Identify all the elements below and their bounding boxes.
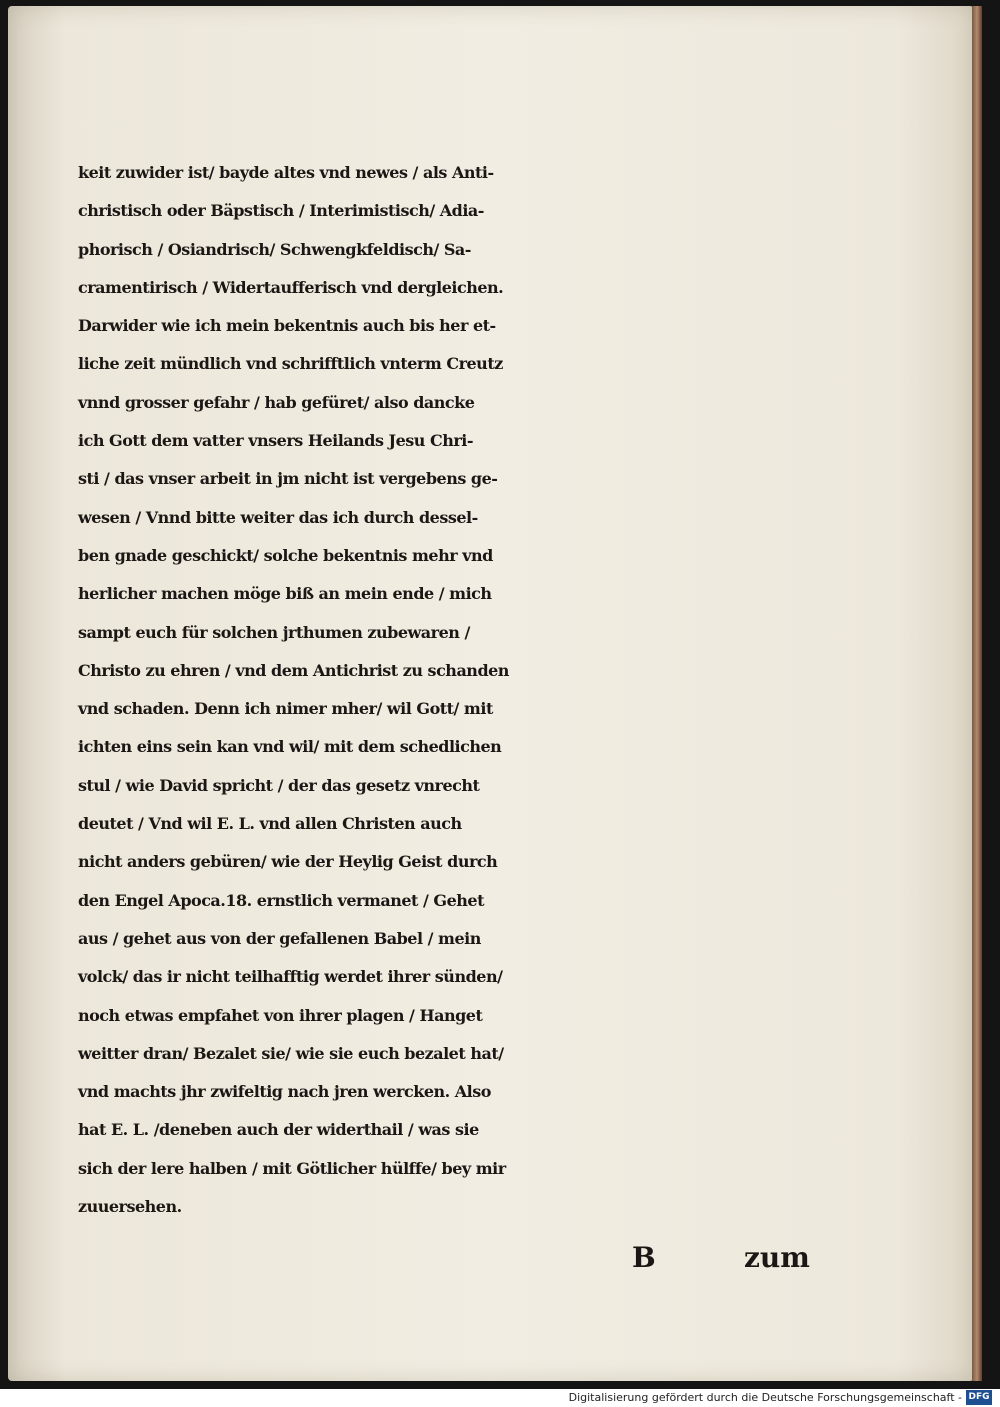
catchword: zum — [744, 1241, 810, 1274]
text-line: sich der lere halben / mit Götlicher hülffe/ bey mir — [78, 1158, 506, 1178]
text-line: zuuersehen. — [78, 1197, 182, 1217]
text-line: ben gnade geschickt/ solche bekentnis mehr vnd — [78, 545, 493, 565]
text-line: ich Gott dem vatter vnsers Heilands Jesu Chri- — [78, 431, 474, 451]
funding-notice: Digitalisierung gefördert durch die Deutsche Forschungsgemeinschaft - — [568, 1391, 962, 1404]
footer-bar — [0, 1389, 1000, 1407]
text-line: vnd machts jhr zwifeltig nach jren wercken. Also — [78, 1082, 491, 1102]
dfg-logo: DFG — [966, 1390, 992, 1405]
text-block — [78, 154, 818, 1226]
text-line: sampt euch für solchen jrthumen zubewaren / — [78, 622, 470, 642]
signature-mark: B — [632, 1241, 656, 1274]
text-line: aus / gehet aus von der gefallenen Babel / mein — [78, 928, 481, 948]
text-line: herlicher machen möge biß an mein ende / mich — [78, 584, 492, 604]
text-line: vnnd grosser gefahr / hab gefüret/ also dancke — [78, 392, 475, 412]
text-line: christisch oder Bäpstisch / Interimistisch/ Adia- — [78, 201, 484, 221]
text-line: deutet / Vnd wil E. L. vnd allen Christen auch — [78, 814, 462, 834]
text-line: noch etwas empfahet von ihrer plagen / Hanget — [78, 1005, 483, 1025]
text-line: ichten eins sein kan vnd wil/ mit dem schedlichen — [78, 737, 502, 757]
text-line: weitter dran/ Bezalet sie/ wie sie euch bezalet hat/ — [78, 1043, 504, 1063]
book-edge — [972, 6, 982, 1381]
text-line: hat E. L. /deneben auch der widerthail / was sie — [78, 1120, 479, 1140]
text-line: phorisch / Osiandrisch/ Schwengkfeldisch/ Sa- — [78, 239, 471, 259]
text-line: Darwider wie ich mein bekentnis auch bis her et- — [78, 316, 496, 336]
text-line: stul / wie David spricht / der das gesetz vnrecht — [78, 775, 480, 795]
text-line: volck/ das ir nicht teilhafftig werdet ihrer sünden/ — [78, 967, 503, 987]
text-line: keit zuwider ist/ bayde altes vnd newes / als Anti- — [78, 163, 494, 182]
text-line: Christo zu ehren / vnd dem Antichrist zu schanden — [78, 660, 509, 680]
text-line: wesen / Vnnd bitte weiter das ich durch dessel- — [78, 507, 478, 527]
book-page — [8, 6, 974, 1381]
text-line: cramentirisch / Widertaufferisch vnd dergleichen. — [78, 277, 504, 297]
text-line: sti / das vnser arbeit in jm nicht ist vergebens ge- — [78, 469, 498, 489]
text-line: nicht anders gebüren/ wie der Heylig Geist durch — [78, 852, 498, 872]
text-line: liche zeit mündlich vnd schrifftlich vnterm Creutz — [78, 354, 503, 374]
text-line: vnd schaden. Denn ich nimer mher/ wil Gott/ mit — [78, 699, 493, 719]
text-line: den Engel Apoca.18. ernstlich vermanet / Gehet — [78, 890, 484, 910]
